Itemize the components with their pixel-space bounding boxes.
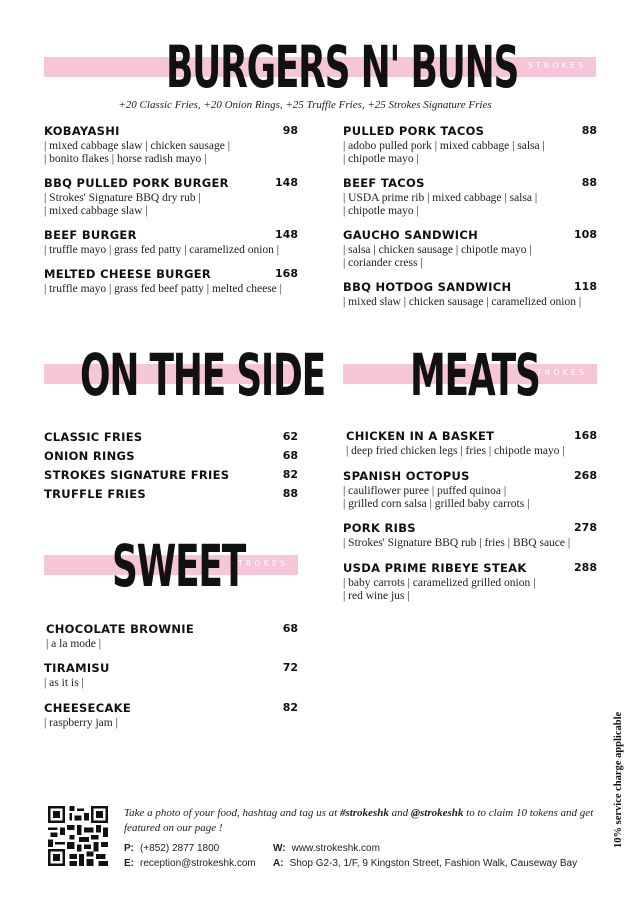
menu-item-kobayashi (44, 124, 298, 166)
web-label: W: (273, 843, 286, 854)
item-price: 168 (574, 429, 597, 442)
section-title-side: ON THE SIDE (80, 341, 325, 409)
item-desc: | chipotle mayo | (343, 153, 419, 165)
band-label-sweet: STROKES (229, 559, 288, 568)
email-value[interactable]: reception@strokeshk.com (140, 858, 256, 869)
item-price: 108 (574, 228, 597, 241)
phone-label: P: (124, 843, 134, 854)
menu-item-bbq-pulled-pork-burger (44, 176, 298, 218)
item-name: USDA PRIME RIBEYE STEAK (343, 561, 527, 575)
item-name: BBQ HOTDOG SANDWICH (343, 280, 512, 294)
item-price: 72 (282, 661, 298, 674)
service-charge-note: 10% service charge applicable (613, 711, 624, 848)
item-price: 88 (581, 176, 597, 189)
handle-text: @strokeshk (410, 807, 464, 819)
item-name: TIRAMISU (44, 661, 110, 675)
side-item-classic-fries (44, 430, 298, 448)
item-name: SPANISH OCTOPUS (343, 469, 470, 483)
item-price: 62 (282, 430, 298, 443)
item-price: 98 (282, 124, 298, 137)
email-label: E: (124, 858, 134, 869)
section-title-sweet: SWEET (112, 532, 246, 600)
side-item-onion-rings (44, 449, 298, 467)
promo-text-pre: Take a photo of your food, hashtag and tag us at (124, 807, 340, 819)
menu-item-beef-burger (44, 228, 298, 257)
item-desc: | baby carrots | caramelized grilled onion | (343, 577, 536, 589)
menu-item-bbq-hotdog-sandwich (343, 280, 597, 309)
address-value: Shop G2-3, 1/F, 9 Kingston Street, Fashion Walk, Causeway Bay (289, 858, 578, 869)
contact-address (273, 858, 577, 869)
item-price: 148 (275, 176, 298, 189)
item-price: 88 (581, 124, 597, 137)
item-price: 148 (275, 228, 298, 241)
item-price: 288 (574, 561, 597, 574)
item-name: CLASSIC FRIES (44, 430, 143, 444)
item-desc: | coriander cress | (343, 257, 423, 269)
item-price: 82 (282, 468, 298, 481)
item-name: BBQ PULLED PORK BURGER (44, 176, 229, 190)
burger-addons: +20 Classic Fries, +20 Onion Rings, +25 Truffle Fries, +25 Strokes Signature Fries (118, 99, 492, 111)
menu-item-pork-ribs (343, 521, 597, 550)
item-price: 168 (275, 267, 298, 280)
menu-item-chicken-in-a-basket (346, 429, 597, 458)
item-name: BEEF TACOS (343, 176, 425, 190)
menu-item-melted-cheese-burger (44, 267, 298, 296)
item-desc: | deep fried chicken legs | fries | chipotle mayo | (346, 445, 565, 457)
menu-item-chocolate-brownie (46, 622, 298, 651)
item-name: CHICKEN IN A BASKET (346, 429, 495, 443)
promo-text-mid: and (388, 807, 411, 819)
item-desc: | truffle mayo | grass fed patty | caramelized onion | (44, 244, 280, 256)
item-name: CHEESECAKE (44, 701, 132, 715)
item-desc: | bonito flakes | horse radish mayo | (44, 153, 207, 165)
qr-code-icon[interactable] (48, 806, 108, 866)
item-desc: | Strokes' Signature BBQ dry rub | (44, 192, 201, 204)
hashtag-text: #strokeshk (339, 807, 389, 819)
menu-item-beef-tacos (343, 176, 597, 218)
promo-text-post: to to claim 10 tokens and get featured on our page ! (124, 807, 594, 834)
item-desc: | raspberry jam | (44, 717, 118, 729)
address-label: A: (273, 858, 284, 869)
item-desc: | USDA prime rib | mixed cabbage | salsa | (343, 192, 538, 204)
item-desc: | cauliflower puree | puffed quinoa | (343, 485, 507, 497)
item-desc: | mixed cabbage slaw | (44, 205, 148, 217)
section-title-meats: MEATS (410, 341, 540, 409)
item-desc: | salsa | chicken sausage | chipotle mayo | (343, 244, 532, 256)
item-desc: | adobo pulled pork | mixed cabbage | salsa | (343, 140, 545, 152)
menu-item-gaucho-sandwich (343, 228, 597, 270)
item-name: GAUCHO SANDWICH (343, 228, 479, 242)
item-price: 118 (574, 280, 597, 293)
item-desc: | truffle mayo | grass fed beef patty | melted cheese | (44, 283, 282, 295)
item-price: 88 (282, 487, 298, 500)
item-desc: | mixed slaw | chicken sausage | caramelized onion | (343, 296, 582, 308)
item-name: KOBAYASHI (44, 124, 120, 138)
social-promo-text (124, 806, 594, 836)
item-desc: | Strokes' Signature BBQ rub | fries | BBQ sauce | (343, 537, 571, 549)
contact-web (273, 843, 380, 854)
side-item-strokes-signature-fries (44, 468, 298, 486)
menu-item-tiramisu (44, 661, 298, 690)
item-price: 268 (574, 469, 597, 482)
item-name: MELTED CHEESE BURGER (44, 267, 211, 281)
item-desc: | red wine jus | (343, 590, 410, 602)
item-name: PORK RIBS (343, 521, 416, 535)
menu-item-pulled-pork-tacos (343, 124, 597, 166)
item-desc: | chipotle mayo | (343, 205, 419, 217)
item-name: PULLED PORK TACOS (343, 124, 485, 138)
item-price: 278 (574, 521, 597, 534)
section-title-burgers: BURGERS N' BUNS (166, 33, 519, 101)
menu-item-cheesecake (44, 701, 298, 730)
band-label-meats: STROKES (528, 368, 587, 377)
web-link[interactable]: www.strokeshk.com (291, 843, 380, 854)
band-label-burgers: STROKES (527, 61, 586, 70)
item-desc: | grilled corn salsa | grilled baby carrots | (343, 498, 530, 510)
item-price: 68 (282, 622, 298, 635)
item-price: 68 (282, 449, 298, 462)
item-desc: | a la mode | (46, 638, 102, 650)
item-name: CHOCOLATE BROWNIE (46, 622, 195, 636)
item-name: BEEF BURGER (44, 228, 137, 242)
menu-item-spanish-octopus (343, 469, 597, 511)
menu-item-usda-prime-ribeye-steak (343, 561, 597, 603)
side-item-truffle-fries (44, 487, 298, 505)
item-name: ONION RINGS (44, 449, 135, 463)
phone-value[interactable]: (+852) 2877 1800 (140, 843, 220, 854)
contact-phone (124, 843, 219, 854)
item-desc: | as it is | (44, 677, 84, 689)
item-desc: | mixed cabbage slaw | chicken sausage | (44, 140, 231, 152)
item-name: STROKES SIGNATURE FRIES (44, 468, 230, 482)
contact-email (124, 858, 256, 869)
item-name: TRUFFLE FRIES (44, 487, 146, 501)
item-price: 82 (282, 701, 298, 714)
